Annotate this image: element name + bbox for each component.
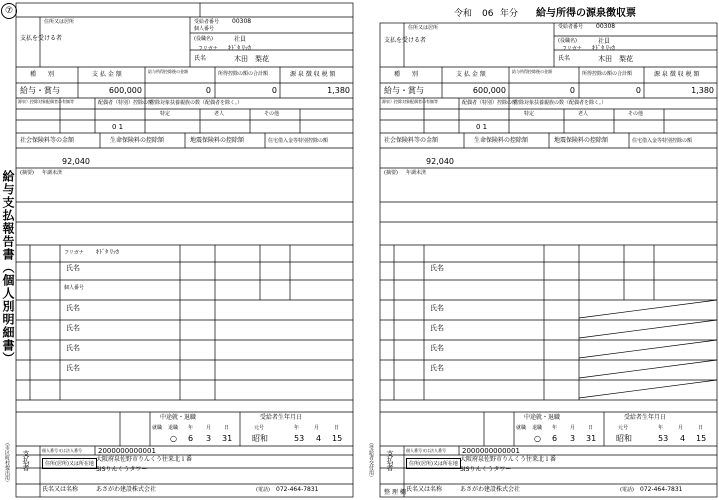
other-label-right: その他 [628, 111, 644, 117]
hire-day: 31 [222, 434, 233, 443]
payer-address-2: SISりんくうタワー [96, 466, 148, 473]
deduction-total-header: 所得控除の額の合計額 [218, 71, 269, 77]
address-label-right: 住所又は居所 [408, 25, 439, 31]
deduction-total-header-right: 所得控除の額の合計額 [582, 71, 633, 77]
furigana-value: ｷﾄﾞﾀ ﾘｯｶ [228, 45, 251, 52]
phone-number: 072-464-7831 [276, 486, 319, 493]
after-deduction-header: 給与所得控除後の金額 [148, 69, 188, 74]
social-insurance-value-right: 92,040 [426, 157, 454, 166]
housing-loan-header: 住宅借入金等特別控除の額 [268, 138, 329, 144]
birth-year-label: 年 [294, 425, 300, 431]
dependent-furigana-value: ｷﾄﾞﾀ ﾘｯｶ [96, 249, 119, 256]
name-value: 木田 梨花 [234, 55, 269, 63]
pay-amount: 600,000 [108, 86, 142, 95]
hire-month-right: 3 [570, 434, 576, 443]
payer-name-label: 氏名又は名称 [42, 486, 79, 493]
payer-name-right: あさがわ建設株式会社 [460, 486, 521, 493]
type-value-right: 給与・賞与 [384, 86, 424, 95]
hire-mark-right: ○ [534, 434, 541, 443]
hire-label: 就職 [152, 425, 163, 431]
type-header: 種 別 [30, 71, 55, 78]
payer-name: あさがわ建設株式会社 [96, 486, 157, 493]
type-header-right: 種 別 [394, 71, 419, 78]
tax-amount-right: 1,380 [691, 86, 714, 95]
life-insurance-header: 生命保険料の控除額 [110, 137, 165, 144]
position-value-right: 社員 [598, 38, 611, 45]
receiver-number-label-right: 受給者番号 [558, 24, 584, 30]
form-bottom-side-label-right: （受給者交付用） [368, 440, 374, 480]
dependent-name-label-right-3: 氏名 [430, 324, 444, 332]
dependents-header: 控除対象扶養親族の数（配偶者を除く。） [150, 100, 243, 106]
birth-header-right: 受給者生年月日 [624, 414, 667, 421]
payee-label-right: 支払を受ける者 [384, 37, 427, 44]
birth-year-label-right: 年 [658, 425, 664, 431]
position-label-right: (役職名) [558, 38, 577, 44]
name-label-right: 氏名 [558, 55, 571, 62]
hire-day-label: 日 [224, 425, 230, 431]
personal-number-label: 個人番号 [194, 26, 215, 32]
hire-year-label: 年 [188, 425, 194, 431]
payer-name-label-right: 氏名又は名称 [406, 486, 443, 493]
form-bottom-side-label: （市区町村提出用） [4, 440, 10, 485]
dependent-name-label-4: 氏名 [66, 344, 80, 352]
dependent-name-label-right-4: 氏名 [430, 344, 444, 352]
report-page-recipient [364, 0, 719, 500]
hire-day-right: 31 [586, 434, 597, 443]
employment-header-right: 中途就・退職 [524, 414, 561, 421]
after-deduction-amount-right: 0 [569, 86, 575, 95]
employment-header: 中途就・退職 [160, 414, 197, 421]
name-value-right: 木田 梨花 [598, 55, 633, 63]
spouse-header-right: 源泉）控除対象配偶者の有無等 [382, 99, 438, 104]
after-deduction-header-right: 給与所得控除後の金額 [512, 69, 552, 74]
hire-day-label-right: 日 [588, 425, 594, 431]
retire-label: 退職 [168, 425, 179, 431]
birth-month: 4 [316, 434, 322, 443]
hire-month: 3 [206, 434, 212, 443]
deduction-total-amount: 0 [271, 86, 277, 95]
payer-personal-number-label-right: 個人番号又は法人番号 [406, 448, 446, 453]
dependents-header-right: 控除対象扶養親族の数（配偶者を除く。） [514, 100, 607, 106]
dependent-count: 0 1 [112, 123, 124, 131]
pay-header-right: 支 払 金 額 [456, 71, 486, 78]
payer-address-label: 住所(居所)又は所在地 [42, 458, 97, 469]
receiver-number-right: 00308 [596, 23, 616, 30]
retire-label-right: 退職 [532, 425, 543, 431]
dependent-count-right: 0 1 [476, 123, 488, 131]
dependent-personal-number-label: 個人番号 [64, 285, 85, 291]
hire-mark: ○ [170, 434, 177, 443]
phone-label: (電話) [256, 487, 270, 493]
receiver-number: 00308 [232, 18, 252, 25]
furigana-label-right: フリガナ [562, 46, 582, 52]
birth-month-right: 4 [680, 434, 686, 443]
birth-header: 受給者生年月日 [260, 414, 303, 421]
deduction-total-amount-right: 0 [635, 86, 641, 95]
summary-label-right: (摘要) [384, 170, 398, 176]
name-label: 氏名 [194, 55, 207, 62]
dependent-name-label-right: 氏名 [430, 264, 444, 272]
receiver-number-label: 受給者番号 [194, 19, 220, 25]
payee-label: 支払を受ける者 [20, 35, 63, 42]
life-insurance-header-right: 生命保険料の控除額 [474, 137, 529, 144]
birth-day-label-right: 日 [698, 425, 704, 431]
hire-label-right: 就職 [516, 425, 527, 431]
dependent-name-label-right-2: 氏名 [430, 304, 444, 312]
summary-value: 年調未済 [42, 170, 63, 176]
tax-amount: 1,380 [327, 86, 350, 95]
spouse-special-header-right: 配偶者（特別）控除の額 [462, 100, 518, 106]
hire-year: 6 [188, 434, 194, 443]
payer-corp-number-right: 2000000000001 [462, 447, 520, 455]
payer-address-2-right: SISりんくうタワー [460, 466, 512, 473]
birth-day-label: 日 [334, 425, 340, 431]
after-deduction-amount: 0 [205, 86, 211, 95]
social-insurance-value: 92,040 [62, 157, 90, 166]
office-stamp-label: 整 理 欄 [384, 489, 406, 496]
tax-header-right: 源 泉 徴 収 税 額 [654, 71, 700, 78]
dependent-name-label-5: 氏名 [66, 364, 80, 372]
payer-address-right: 大阪府泉佐野市りんくう往来北１番 [460, 456, 557, 463]
dependent-furigana-label: フリガナ [64, 250, 84, 256]
quake-insurance-header: 地震保険料の控除額 [190, 137, 245, 144]
dependent-name-label-right-5: 氏名 [430, 364, 444, 372]
payer-personal-number-label: 個人番号又は法人番号 [42, 448, 82, 453]
birth-era-right: 昭和 [616, 434, 632, 443]
payer-label-right: 支払者 [386, 450, 394, 471]
furigana-value-right: ｷﾄﾞﾀ ﾘｯｶ [592, 45, 615, 52]
hire-year-label-right: 年 [552, 425, 558, 431]
specific-label-right: 特定 [524, 111, 535, 117]
social-insurance-header-right: 社会保険料等の金額 [384, 137, 439, 144]
housing-loan-header-right: 住宅借入金等特別控除の額 [632, 138, 693, 144]
type-value: 給与・賞与 [20, 86, 60, 95]
era-label: 元号 [254, 425, 265, 431]
hire-month-label-right: 月 [570, 425, 576, 431]
report-page-municipal [0, 0, 355, 500]
birth-month-label-right: 月 [678, 425, 684, 431]
payer-address: 大阪府泉佐野市りんくう往来北１番 [96, 456, 193, 463]
dependent-name-label: 氏名 [66, 264, 80, 272]
form-title: 給与所得の源泉徴収票 [536, 8, 636, 19]
birth-day-right: 15 [696, 434, 707, 443]
summary-label: (摘要) [20, 170, 34, 176]
furigana-label: フリガナ [198, 46, 218, 52]
spouse-special-header: 配偶者（特別）控除の額 [98, 100, 154, 106]
dependent-name-label-3: 氏名 [66, 324, 80, 332]
birth-month-label: 月 [314, 425, 320, 431]
hire-year-right: 6 [552, 434, 558, 443]
payer-label: 支払者 [22, 450, 30, 471]
position-label: (役職名) [194, 36, 213, 42]
elderly-label: 老人 [214, 111, 225, 117]
form-copy-number: ⑦ [1, 3, 17, 19]
era-label-right: 元号 [618, 425, 629, 431]
summary-value-right: 年調未済 [406, 170, 427, 176]
spouse-header: 源泉）控除対象配偶者の有無等 [18, 99, 74, 104]
tax-header: 源 泉 徴 収 税 額 [290, 71, 336, 78]
phone-label-right: (電話) [620, 487, 634, 493]
birth-year-right: 53 [658, 434, 669, 443]
specific-label: 特定 [160, 111, 171, 117]
hire-month-label: 月 [206, 425, 212, 431]
form-era: 令和 [454, 9, 473, 19]
birth-day: 15 [332, 434, 343, 443]
quake-insurance-header-right: 地震保険料の控除額 [554, 137, 609, 144]
address-label: 住所又は居所 [44, 19, 75, 25]
pay-amount-right: 600,000 [472, 86, 506, 95]
pay-header: 支 払 金 額 [92, 71, 122, 78]
position-value: 社員 [234, 36, 247, 43]
form-year: 06 [482, 9, 494, 19]
social-insurance-header: 社会保険料等の金額 [20, 137, 75, 144]
other-label: その他 [264, 111, 280, 117]
payer-corp-number: 2000000000001 [98, 447, 156, 455]
payer-address-label-right: 住所(居所)又は所在地 [406, 458, 461, 469]
form-year-suffix: 年分 [500, 9, 519, 19]
birth-year: 53 [294, 434, 305, 443]
birth-era: 昭和 [252, 434, 268, 443]
elderly-label-right: 老人 [578, 111, 589, 117]
form-vertical-title: 給与支払報告書（個人別明細書） [1, 170, 15, 365]
dependent-name-label-2: 氏名 [66, 304, 80, 312]
phone-number-right: 072-464-7831 [640, 486, 683, 493]
